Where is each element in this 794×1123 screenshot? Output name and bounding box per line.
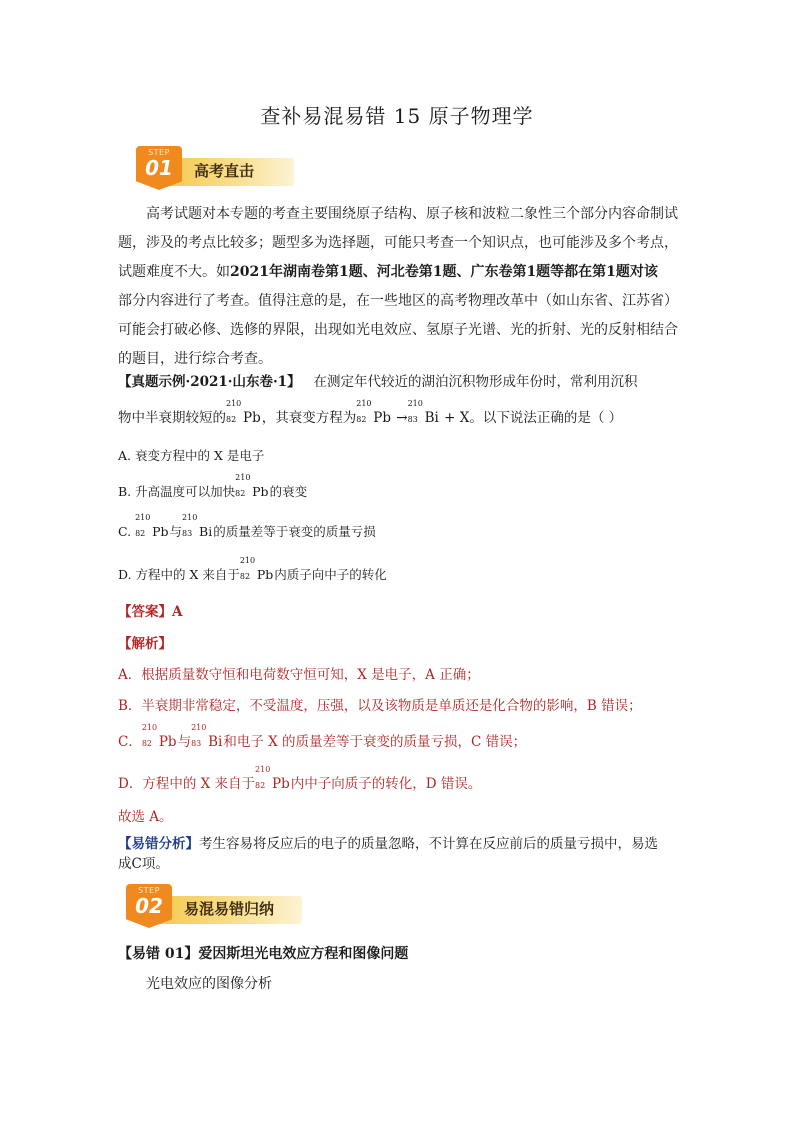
intro-line: 可能会打破必修、选修的界限，出现如光电效应、氢原子光谱、光的折射、光的反射相结合 bbox=[118, 322, 678, 338]
option-c: C. 210 82 Pb与 210 83 Bi的质量差等于衰变的质量亏损 bbox=[118, 513, 376, 539]
step-01-header bbox=[136, 146, 296, 192]
analysis-c: C． 210 82 Pb与 210 83 Bi和电子 X 的质量差等于衰变的质量亏损，C 错误； bbox=[118, 723, 527, 750]
nuclide-bi: 210 83 Bi bbox=[407, 399, 439, 426]
intro-line: 试题难度不大。如2021年湖南卷第1题、河北卷第1题、广东卷第1题等都在第1题对该 bbox=[118, 264, 658, 280]
intro-line: 部分内容进行了考查。值得注意的是，在一些地区的高考物理改革中（如山东省、江苏省） bbox=[118, 293, 678, 309]
intro-line: 题，涉及的考点比较多；题型多为选择题，可能只考查一个知识点，也可能涉及多个考点， bbox=[118, 235, 678, 251]
answer: 【答案】A bbox=[118, 604, 183, 620]
pitfall-analysis: 【易错分析】考生容易将反应后的电子的质量忽略，不计算在反应前后的质量亏损中，易选 成C项。 bbox=[118, 836, 658, 872]
analysis-d: D．方程中的 X 来自于 210 82 Pb内中子向质子的转化，D 错误。 bbox=[118, 765, 482, 792]
example-question-line2: 物中半衰期较短的 210 82 Pb，其衰变方程为 210 82 Pb → 210 83 Bi + X。以下说法正确的是（ ） bbox=[118, 399, 623, 426]
nuclide-pb: 210 82 Pb bbox=[356, 399, 391, 426]
option-a: A. 衰变方程中的 X 是电子 bbox=[118, 448, 265, 463]
analysis-label: 【解析】 bbox=[118, 636, 172, 652]
intro-line: 高考试题对本专题的考查主要围绕原子结构、原子核和波粒二象性三个部分内容命制试 bbox=[146, 206, 678, 222]
step-badge-top: STEP bbox=[138, 886, 160, 895]
analysis-a: A．根据质量数守恒和电荷数守恒可知，X 是电子，A 正确； bbox=[118, 667, 480, 683]
step-badge-number: 02 bbox=[135, 894, 163, 918]
error-01-title: 【易错 01】爱因斯坦光电效应方程和图像问题 bbox=[118, 946, 409, 962]
step-02-header bbox=[126, 884, 306, 930]
page-title: 查补易混易错 15 原子物理学 bbox=[260, 104, 534, 128]
step-badge-top: STEP bbox=[148, 148, 170, 157]
option-d: D. 方程中的 X 来自于 210 82 Pb内质子向中子的转化 bbox=[118, 556, 387, 582]
intro-paragraph bbox=[118, 200, 688, 374]
option-b: B. 升高温度可以加快 210 82 Pb的衰变 bbox=[118, 473, 308, 499]
intro-line: 的题目，进行综合考查。 bbox=[118, 351, 272, 367]
example-question-line1: 【真题示例·2021·山东卷·1】 在测定年代较近的湖泊沉积物形成年份时，常利用沉积 bbox=[118, 374, 638, 390]
step-label: 易混易错归纳 bbox=[184, 900, 275, 918]
error-01-subtitle: 光电效应的图像分析 bbox=[146, 976, 272, 992]
step-label: 高考直击 bbox=[194, 162, 255, 180]
analysis-b: B．半衰期非常稳定，不受温度，压强，以及该物质是单质还是化合物的影响，B 错误； bbox=[118, 698, 642, 714]
nuclide-pb: 210 82 Pb bbox=[226, 399, 261, 426]
analysis-choose: 故选 A。 bbox=[118, 809, 173, 825]
step-badge-number: 01 bbox=[145, 156, 173, 180]
